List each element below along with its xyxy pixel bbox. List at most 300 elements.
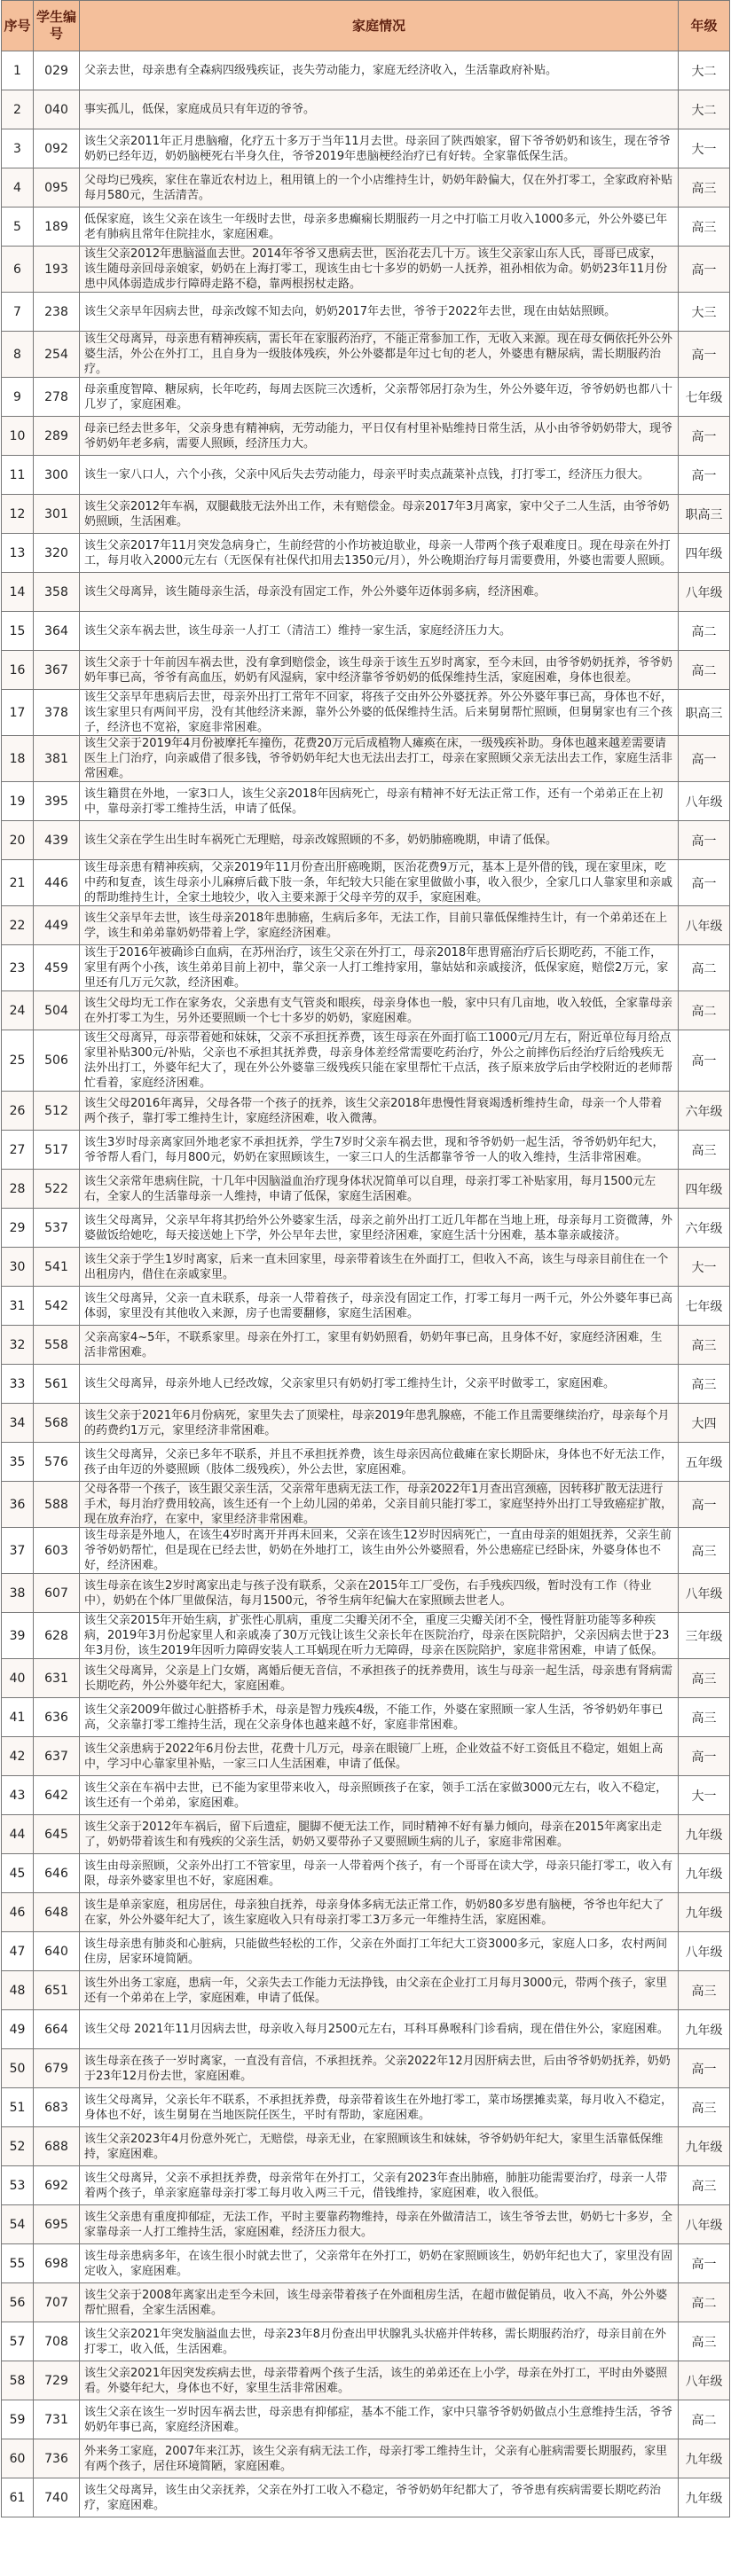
row-index: 19: [2, 782, 34, 821]
row-index: 49: [2, 2010, 34, 2049]
grade: 八年级: [679, 782, 730, 821]
row-index: 27: [2, 1131, 34, 1170]
row-index: 32: [2, 1326, 34, 1365]
row-index: 29: [2, 1209, 34, 1248]
grade: 大二: [679, 51, 730, 90]
row-index: 40: [2, 1659, 34, 1698]
row-index: 11: [2, 456, 34, 495]
family-situation: 父亲高家4~5年，不联系家里。母亲在外打工，家里有奶奶照看，奶奶年事已高，且身体不好，家庭经济困难，生活非常困难。: [80, 1326, 679, 1365]
student-code: 692: [34, 2166, 80, 2205]
row-index: 57: [2, 2322, 34, 2361]
student-code: 645: [34, 1815, 80, 1854]
table-row: [2, 1613, 730, 1659]
student-code: 358: [34, 573, 80, 612]
family-situation: 该生一家八口人，六个小孩，父亲中风后失去劳动能力，母亲平时卖点蔬菜补点钱，打打零工，经济压力很大。: [80, 456, 679, 495]
grade: 八年级: [679, 1574, 730, 1613]
table-row: [2, 51, 730, 90]
row-index: 18: [2, 736, 34, 782]
grade: 四年级: [679, 1170, 730, 1209]
row-index: 45: [2, 1854, 34, 1893]
table-row: [2, 332, 730, 378]
table-row: [2, 1209, 730, 1248]
student-code: 542: [34, 1287, 80, 1326]
student-code: 381: [34, 736, 80, 782]
family-situation: 该生父亲患病于2022年6月份去世，花费十几万元，母亲在眼镜厂上班，企业效益不好工资低且不稳定，姐姐上高中，学习中心靠家里补贴，一家三口人生活困难，申请了低保。: [80, 1737, 679, 1776]
family-situation: 该生父母离异，父亲不承担抚养费，母亲常年在外打工，父亲有2023年查出肺癌，肺脏功能需要治疗，母亲一人带着两个孩子，单亲家庭靠母亲打零工每月收入两三千元，借钱维持，家庭困难，收入很低。: [80, 2166, 679, 2205]
student-code: 695: [34, 2205, 80, 2244]
row-index: 34: [2, 1404, 34, 1443]
student-code: 731: [34, 2400, 80, 2439]
student-code: 254: [34, 332, 80, 378]
row-index: 10: [2, 417, 34, 456]
student-code: 740: [34, 2478, 80, 2517]
family-situation: 该生母亲患有精神疾病，父亲2019年11月份查出肝癌晚期，医治花费9万元，基本上是外借的钱，现在家里床，吃中药和复查，该生母亲小儿麻痹后截下肢一条，年纪较大只能在家里做做小事，收入很少，全家几口人靠家里和亲戚的帮助维持生计，全家土地较少，收入主要来源于父母辛劳的双手，家庭困难。: [80, 860, 679, 906]
row-index: 36: [2, 1482, 34, 1528]
row-index: 5: [2, 207, 34, 247]
row-index: 12: [2, 495, 34, 534]
row-index: 52: [2, 2127, 34, 2166]
student-code: 707: [34, 2283, 80, 2322]
table-row: [2, 1443, 730, 1482]
grade: 高一: [679, 2244, 730, 2283]
grade: 高三: [679, 1528, 730, 1574]
grade: 高一: [679, 736, 730, 782]
header-family-situation: 家庭情况: [80, 1, 679, 51]
family-situation: 该生父亲于2008年离家出走至今未回，该生母亲带着孩子在外面租房生活，在超市做促销员，收入不高，外公外婆帮忙照看，全家生活困难。: [80, 2283, 679, 2322]
family-situation: 该生母亲在该生2岁时离家出走与孩子没有联系，父亲在2015年工厂受伤，右手残疾四级，暂时没有工作（待业中），奶奶在个体厂里做保洁，每月1500元，爷爷生病年纪偏大在家照顾去世老人。: [80, 1574, 679, 1613]
table-row: [2, 651, 730, 690]
row-index: 17: [2, 690, 34, 736]
student-code: 588: [34, 1482, 80, 1528]
grade: 九年级: [679, 1854, 730, 1893]
family-situation: 该生父母离异，父亲长年不联系，不承担抚养费，母亲带着该生在外地打零工，菜市场摆摊卖菜，每月收入不稳定，身体也不好，该生舅舅在当地医院任医生，平时有帮助，家庭困难。: [80, 2088, 679, 2127]
table-row: [2, 1365, 730, 1404]
table-row: [2, 2127, 730, 2166]
student-code: 628: [34, 1613, 80, 1659]
row-index: 38: [2, 1574, 34, 1613]
student-code: 512: [34, 1092, 80, 1131]
table-row: [2, 2049, 730, 2088]
student-code: 541: [34, 1248, 80, 1287]
table-row: [2, 782, 730, 821]
row-index: 8: [2, 332, 34, 378]
table-row: [2, 1932, 730, 1971]
grade: 高二: [679, 651, 730, 690]
student-code: 679: [34, 2049, 80, 2088]
table-row: [2, 1131, 730, 1170]
student-code: 558: [34, 1326, 80, 1365]
grade: 大一: [679, 1776, 730, 1815]
student-code: 506: [34, 1030, 80, 1092]
grade: 高一: [679, 2049, 730, 2088]
family-situation: 该生母亲患病多年，在该生很小时就去世了，父亲常年在外打工，奶奶在家照顾该生，奶奶年纪也大了，家里没有固定收入，家庭困难。: [80, 2244, 679, 2283]
grade: 大三: [679, 293, 730, 332]
row-index: 55: [2, 2244, 34, 2283]
row-index: 3: [2, 129, 34, 168]
table-row: [2, 1893, 730, 1932]
table-row: [2, 129, 730, 168]
family-situation: 该生父亲患有重度抑郁症，无法工作，平时主要靠药物维持，母亲在外做清洁工，该生爷爷去世，奶奶七十多岁，全家靠母亲一人打工维持生活，家庭困难，经济压力很大。: [80, 2205, 679, 2244]
student-code: 688: [34, 2127, 80, 2166]
student-code: 395: [34, 782, 80, 821]
table-row: [2, 1326, 730, 1365]
grade: 高一: [679, 417, 730, 456]
row-index: 25: [2, 1030, 34, 1092]
grade: 大二: [679, 90, 730, 129]
table-row: [2, 2283, 730, 2322]
row-index: 58: [2, 2361, 34, 2400]
student-code: 040: [34, 90, 80, 129]
row-index: 7: [2, 293, 34, 332]
family-situation: 该生于2016年被确诊白血病，在苏州治疗，该生父亲在外打工，母亲2018年患胃癌治疗后长期吃药，不能工作，家里有两个小孩，该生弟弟目前上初中，靠父亲一人打工维持家用，靠姑姑和亲戚接济，低保家庭，赔偿2万元，家里还有几万元欠款，经济困难。: [80, 945, 679, 991]
student-code: 607: [34, 1574, 80, 1613]
family-situation: 该生父亲早年因病去世，母亲改嫁不知去向，奶奶2017年去世，爷爷于2022年去世，现在由姑姑照顾。: [80, 293, 679, 332]
family-situation: 父母各带一个孩子，该生跟父亲生活，父亲常年患病无法工作，母亲2022年1月查出宫颈癌，因转移扩散无法进行手术，每月治疗费用较高，该生还有一个上幼儿园的弟弟，父亲目前只能打零工，家庭坚持外出打工导致癌症扩散，现在放弃治疗，在家中，家里经济非常困难。: [80, 1482, 679, 1528]
table-row: [2, 456, 730, 495]
table-row: [2, 573, 730, 612]
grade: 高三: [679, 1659, 730, 1698]
row-index: 39: [2, 1613, 34, 1659]
grade: 五年级: [679, 1443, 730, 1482]
family-situation: 该生3岁时母亲离家回外地老家不承担抚养，学生7岁时父亲车祸去世，现和爷爷奶奶一起生活，爷爷奶奶年纪大，爷爷帮人看门，每月800元，奶奶在家照顾该生，一家三口人的生活都靠爷爷一人的收入维持，生活非常困难。: [80, 1131, 679, 1170]
row-index: 59: [2, 2400, 34, 2439]
family-situation: 该生父亲2021年因突发疾病去世，母亲带着两个孩子生活，该生的弟弟还在上小学，母亲在外打工，平时由外婆照看。外婆年纪大，身体也不好，家里生活非常困难。: [80, 2361, 679, 2400]
family-situation: 该生父母离异，母亲带着她和妹妹，父亲不承担抚养费，该生母亲在外面打临工1000元/月左右，附近单位每月给点家里补贴300元/补贴，父亲也不承担其抚养费，母亲身体差经常需要吃药治疗，外公之前摔伤后经治疗后给残疾无法外出打工，外婆年纪大了，现在外公外婆靠三级残疾只能在家里帮忙干点活，孩子原来放学后由学校附近的老师帮忙看着，家庭经济困难。: [80, 1030, 679, 1092]
row-index: 21: [2, 860, 34, 906]
student-code: 683: [34, 2088, 80, 2127]
family-situation: 该生由母亲照顾，父亲外出打工不管家里，母亲一人带着两个孩子，有一个哥哥在读大学，母亲只能打零工，收入有限，母亲外婆家里也不好，家庭困难。: [80, 1854, 679, 1893]
family-situation: 该生父母离异，父亲一直未联系，母亲一人带着孩子，母亲没有固定工作，打零工每月一两千元，外公外婆年事已高体弱，家里没有其他收入来源，房子也需要翻修，家庭生活困难。: [80, 1287, 679, 1326]
student-code: 378: [34, 690, 80, 736]
student-code: 568: [34, 1404, 80, 1443]
grade: 高二: [679, 612, 730, 651]
row-index: 28: [2, 1170, 34, 1209]
grade: 九年级: [679, 1893, 730, 1932]
grade: 高一: [679, 332, 730, 378]
family-situation: 该生父亲常年患病住院，十几年中因脑溢血治疗现身体状况简单可以自理，母亲打零工补贴家用，每月1500元左右，全家人的生活靠母亲一人维持，申请了低保，家庭生活困难。: [80, 1170, 679, 1209]
student-code: 517: [34, 1131, 80, 1170]
student-code: 301: [34, 495, 80, 534]
family-situation: 该生父母离异，父亲是上门女婿，离婚后便无音信，不承担孩子的抚养费用，该生与母亲一起生活，母亲患有肾病需长期吃药，外公外婆年纪大，家庭困难。: [80, 1659, 679, 1698]
student-code: 708: [34, 2322, 80, 2361]
table-row: [2, 736, 730, 782]
student-code: 189: [34, 207, 80, 247]
student-code: 664: [34, 2010, 80, 2049]
table-row: [2, 1776, 730, 1815]
family-situation: 该生父亲2011年正月患脑瘤，化疗五十多万于当年11月去世。母亲回了陕西娘家，留下爷爷奶奶和该生，现在爷爷奶奶已经年迈，奶奶脑梗死右半身久住，爷爷2019年患脑梗经治疗已有好转。全家靠低保生活。: [80, 129, 679, 168]
table-row: [2, 1854, 730, 1893]
student-code: 446: [34, 860, 80, 906]
table-row: [2, 534, 730, 573]
grade: 大一: [679, 129, 730, 168]
student-code: 736: [34, 2439, 80, 2478]
table-row: [2, 1287, 730, 1326]
table-row: [2, 1528, 730, 1574]
table-row: [2, 1971, 730, 2010]
grade: 高一: [679, 821, 730, 860]
family-situation: 该生父亲在该生一岁时因车祸去世，母亲患有抑郁症，基本不能工作，家中只靠爷爷奶奶做点小生意维持生活，爷爷奶奶年事已高，家庭经济困难。: [80, 2400, 679, 2439]
student-code: 537: [34, 1209, 80, 1248]
family-situation: 事实孤儿，低保，家庭成员只有年迈的爷爷。: [80, 90, 679, 129]
grade: 八年级: [679, 573, 730, 612]
row-index: 9: [2, 378, 34, 417]
row-index: 41: [2, 1698, 34, 1737]
table-row: [2, 2322, 730, 2361]
grade: 高一: [679, 456, 730, 495]
family-situation: 该生父母均无工作在家务农，父亲患有支气管炎和眼疾，母亲身体也一般，家中只有几亩地，收入较低，全家靠母亲在外打零工为生，另外还要照顾一个七十多岁的奶奶，家庭困难。: [80, 991, 679, 1030]
student-code: 289: [34, 417, 80, 456]
student-code: 631: [34, 1659, 80, 1698]
grade: 高一: [679, 860, 730, 906]
student-code: 561: [34, 1365, 80, 1404]
family-situation: 该生父母离异，父亲早年将其扔给外公外婆家生活，母亲之前外出打工近几年都在当地上班，母亲每月工资微薄，外婆做饭给她吃，每天接送她上下学，外公早年去世，家里经济困难，家庭生活十分困难，基本靠亲戚接济。: [80, 1209, 679, 1248]
grade: 职高三: [679, 690, 730, 736]
student-code: 439: [34, 821, 80, 860]
student-code: 648: [34, 1893, 80, 1932]
grade: 高二: [679, 2400, 730, 2439]
header-student-code: 学生编号: [34, 1, 80, 51]
table-row: [2, 2478, 730, 2517]
family-situation: 该生父母2016年离异，父母各带一个孩子的抚养，该生父亲2018年患慢性肾衰竭透析维持生命，母亲一个人带着两个孩子，靠打零工维持生计，家庭经济困难，收入微薄。: [80, 1092, 679, 1131]
row-index: 15: [2, 612, 34, 651]
grade: 六年级: [679, 1209, 730, 1248]
grade: 高三: [679, 1971, 730, 2010]
grade: 高一: [679, 1482, 730, 1528]
row-index: 1: [2, 51, 34, 90]
row-index: 43: [2, 1776, 34, 1815]
table-row: [2, 417, 730, 456]
grade: 九年级: [679, 2127, 730, 2166]
student-code: 459: [34, 945, 80, 991]
grade: 职高三: [679, 495, 730, 534]
table-row: [2, 247, 730, 293]
grade: 大四: [679, 1404, 730, 1443]
table-body: [2, 51, 730, 2517]
row-index: 30: [2, 1248, 34, 1287]
grade: 高三: [679, 2088, 730, 2127]
family-situation: 该生是单亲家庭，租房居住，母亲独自抚养，母亲身体多病无法正常工作，奶奶80多岁患有脑梗，爷爷也年纪大了在家，外公外婆年纪大了，该生家庭收入只有母亲打零工3万多元一年维持生活，家庭困难。: [80, 1893, 679, 1932]
family-situation: 母亲重度智障、糖尿病，长年吃药，每周去医院三次透析，父亲帮邻居打杂为生，外公外婆年迈，爷爷奶奶也都八十几岁了，家庭困难。: [80, 378, 679, 417]
grade: 九年级: [679, 1815, 730, 1854]
family-situation: 该生母亲在孩子一岁时离家，一直没有音信，不承担抚养。父亲2022年12月因肝病去世，后由爷爷奶奶抚养，奶奶于23年12月份去世，家庭困难。: [80, 2049, 679, 2088]
family-situation: 该生父亲2012年患脑溢血去世。2014年爷爷又患病去世，医治花去几十万。该生父亲家山东人氏，哥哥已成家，该生随母亲回母亲娘家，奶奶在上海打零工，现该生由七十多岁的奶奶一人抚养，祖孙相依为命。奶奶23年11月份患中风体弱造成步行障碍走路不稳，靠两根拐杖走路。: [80, 247, 679, 293]
table-row: [2, 945, 730, 991]
student-code: 640: [34, 1932, 80, 1971]
family-situation: 该生母亲患有肺炎和心脏病，只能做些轻松的工作，父亲在外面打工年纪大工资3000多元，家庭人口多，农村两间住房，居家环境简陋。: [80, 1932, 679, 1971]
student-code: 642: [34, 1776, 80, 1815]
student-code: 646: [34, 1854, 80, 1893]
row-index: 44: [2, 1815, 34, 1854]
student-code: 029: [34, 51, 80, 90]
grade: 高二: [679, 2283, 730, 2322]
student-code: 729: [34, 2361, 80, 2400]
grade: 七年级: [679, 378, 730, 417]
family-situation: 该生父母离异，母亲外地人已经改嫁，父亲家里只有奶奶打零工维持生计，父亲平时做零工，家庭困难。: [80, 1365, 679, 1404]
row-index: 48: [2, 1971, 34, 2010]
grade: 九年级: [679, 2439, 730, 2478]
row-index: 24: [2, 991, 34, 1030]
row-index: 42: [2, 1737, 34, 1776]
grade: 高三: [679, 2166, 730, 2205]
row-index: 20: [2, 821, 34, 860]
family-situation: 该生父亲在车祸中去世，已不能为家里带来收入，母亲照顾孩子在家，领手工活在家做3000元左右，收入不稳定，该生还有一个弟弟，家庭困难。: [80, 1776, 679, 1815]
family-situation-table: [1, 0, 730, 2517]
table-row: [2, 991, 730, 1030]
table-row: [2, 1170, 730, 1209]
family-situation: 该生父母离异，母亲患有精神疾病，需长年在家服药治疗，不能正常参加工作，无收入来源。现在母女俩依托外公外婆生活，外公在外打工，且自身为一级肢体残疾，外公外婆都是年过七旬的老人，外婆患有糖尿病，需长期服药治疗。: [80, 332, 679, 378]
table-row: [2, 906, 730, 945]
family-situation: 该生父母 2021年11月因病去世，母亲收入每月2500元左右，耳科耳鼻喉科门诊看病，现在借住外公，家庭困难。: [80, 2010, 679, 2049]
student-code: 603: [34, 1528, 80, 1574]
row-index: 60: [2, 2439, 34, 2478]
grade: 九年级: [679, 2478, 730, 2517]
table-row: [2, 1698, 730, 1737]
grade: 四年级: [679, 534, 730, 573]
family-situation: 该生父亲2017年11月突发急病身亡，生前经营的小作坊被迫歇业，母亲一人带两个孩子艰难度日。现在母亲在外打工，每月收入2000元左右（无医保有社保代扣用去1350元/月），外公晚期治疗每月需要费用，外婆也需要人照顾。: [80, 534, 679, 573]
table-row: [2, 690, 730, 736]
table-row: [2, 860, 730, 906]
grade: 高三: [679, 207, 730, 247]
student-code: 300: [34, 456, 80, 495]
family-situation: 该生父亲2015年开始生病，扩张性心肌病，重度二尖瓣关闭不全，重度三尖瓣关闭不全，慢性肾脏功能等多种疾病，2019年3月份起家里人和亲戚凑了30万元钱让该生父亲长年在医院治疗，母亲在医院陪护，父亲因病去世于23年3月份，该生2019年因听力障碍安装人工耳蜗现在听力无障碍，母亲在医院陪护，家庭非常困难，申请了低保。: [80, 1613, 679, 1659]
grade: 九年级: [679, 2010, 730, 2049]
row-index: 50: [2, 2049, 34, 2088]
family-situation: 该生父亲2023年4月份意外死亡，无赔偿，母亲无业，在家照顾该生和妹妹，爷爷奶奶年纪大，家里生活靠低保维持，家庭困难。: [80, 2127, 679, 2166]
student-code: 651: [34, 1971, 80, 2010]
family-situation: 该生父亲早年患病后去世，母亲外出打工常年不回家，将孩子交由外公外婆抚养。外公外婆年事已高，身体也不好，该生家里只有两间平房，没有其他经济来源，靠外公外婆的低保维持生活。后来舅舅帮忙照顾，但舅舅家也有三个孩子，经济也不宽裕，家庭非常困难。: [80, 690, 679, 736]
header-index: 序号: [2, 1, 34, 51]
row-index: 56: [2, 2283, 34, 2322]
table-row: [2, 2088, 730, 2127]
family-situation: 该生父亲于2012年车祸后，留下后遗症，腿脚不便无法工作，同时精神不好有暴力倾向，母亲在2015年离家出走了，奶奶带着该生和有残疾的父亲生活，奶奶又要带孙子又要照顾生病的儿子，家庭非常困难。: [80, 1815, 679, 1854]
student-code: 320: [34, 534, 80, 573]
family-situation: 母亲已经去世多年，父亲身患有精神病，无劳动能力，平日仅有村里补贴维持日常生活，从小由爷爷奶奶带大，现爷爷奶奶年老多病，需要人照顾，经济压力大。: [80, 417, 679, 456]
grade: 三年级: [679, 1613, 730, 1659]
grade: 六年级: [679, 1092, 730, 1131]
student-code: 522: [34, 1170, 80, 1209]
row-index: 31: [2, 1287, 34, 1326]
student-code: 193: [34, 247, 80, 293]
table-row: [2, 612, 730, 651]
row-index: 51: [2, 2088, 34, 2127]
family-situation: 该生父亲2012年车祸，双腿截肢无法外出工作，未有赔偿金。母亲2017年3月离家，家中父子二人生活，由爷爷奶奶照顾，生活困难。: [80, 495, 679, 534]
table-row: [2, 2400, 730, 2439]
family-situation: 该生父亲于2021年6月份病死，家里失去了顶梁柱，母亲2019年患乳腺癌，不能工作且需要继续治疗，母亲每个月的药费约1万元，家里经济非常困难。: [80, 1404, 679, 1443]
table-row: [2, 2361, 730, 2400]
table-row: [2, 2166, 730, 2205]
family-situation: 外来务工家庭，2007年来江苏，该生父亲有病无法工作，母亲打零工维持生计，父亲有心脏病需要长期服药，家里有两个孩子，居住环境简陋，家庭困难。: [80, 2439, 679, 2478]
row-index: 54: [2, 2205, 34, 2244]
family-situation: 父亲去世，母亲患有全森病四级残疾证，丧失劳动能力，家庭无经济收入，生活靠政府补贴。: [80, 51, 679, 90]
table-row: [2, 1815, 730, 1854]
grade: 高三: [679, 1698, 730, 1737]
table-row: [2, 1404, 730, 1443]
student-code: 636: [34, 1698, 80, 1737]
row-index: 4: [2, 168, 34, 207]
table-row: [2, 207, 730, 247]
table-row: [2, 378, 730, 417]
family-situation: 该生父亲车祸去世，该生母亲一人打工（清洁工）维持一家生活，家庭经济压力大。: [80, 612, 679, 651]
header-grade: 年级: [679, 1, 730, 51]
row-index: 13: [2, 534, 34, 573]
family-situation: 该生父亲早年去世，该生母亲2018年患肺癌，生病后多年，无法工作，目前只靠低保维持生计，有一个弟弟还在上学，该生和弟弟靠奶奶带着上学，家庭经济困难。: [80, 906, 679, 945]
grade: 大一: [679, 1248, 730, 1287]
family-situation: 该生籍贯在外地，一家3口人，该生父亲2018年因病死亡，母亲有精神不好无法正常工作，还有一个弟弟正在上初中，靠母亲打零工维持生活，申请了低保。: [80, 782, 679, 821]
row-index: 35: [2, 1443, 34, 1482]
grade: 八年级: [679, 1932, 730, 1971]
grade: 八年级: [679, 906, 730, 945]
table-row: [2, 168, 730, 207]
family-situation: 该生父母离异，该生随母亲生活，母亲没有固定工作，外公外婆年迈体弱多病，经济困难。: [80, 573, 679, 612]
student-code: 238: [34, 293, 80, 332]
table-row: [2, 2439, 730, 2478]
row-index: 61: [2, 2478, 34, 2517]
table-row: [2, 293, 730, 332]
student-code: 278: [34, 378, 80, 417]
student-code: 698: [34, 2244, 80, 2283]
table-row: [2, 1030, 730, 1092]
table-row: [2, 1482, 730, 1528]
family-situation: 该生外出务工家庭，患病一年，父亲失去工作能力无法挣钱，由父亲在企业打工月每月3000元，带两个孩子，家里还有一个弟弟在上学，家庭困难，申请了低保。: [80, 1971, 679, 2010]
row-index: 2: [2, 90, 34, 129]
row-index: 14: [2, 573, 34, 612]
family-situation: 父母均已残疾，家住在靠近农村边上，租用镇上的一个小店维持生计，奶奶年龄偏大，仅在外打零工，全家政府补贴每月580元，生活清苦。: [80, 168, 679, 207]
family-situation: 该生父亲2009年做过心脏搭桥手术，母亲是智力残疾4级，不能工作，外婆在家照顾一家人生活，爷爷奶奶年事已高，父亲靠打零工维持生活，现在父亲身体也越来越不好，家庭非常困难。: [80, 1698, 679, 1737]
grade: 高二: [679, 945, 730, 991]
family-situation: 该生父母离异，父亲已多年不联系，并且不承担抚养费，该生母亲因高位截瘫在家长期卧床，身体也不好无法工作，孩子由年迈的外婆照顾（肢体二级残疾），外公去世，家庭困难。: [80, 1443, 679, 1482]
table-row: [2, 1092, 730, 1131]
table-row: [2, 821, 730, 860]
grade: 高三: [679, 2322, 730, 2361]
table-row: [2, 1737, 730, 1776]
student-code: 364: [34, 612, 80, 651]
row-index: 46: [2, 1893, 34, 1932]
student-code: 092: [34, 129, 80, 168]
table-row: [2, 495, 730, 534]
family-situation: 该生母亲是外地人，在该生4岁时离开并再未回来，父亲在该生12岁时因病死亡，一直由母亲的姐姐抚养，父亲生前爷爷奶奶帮忙，但是现在已经去世，奶奶在外地打工，该生由外公外婆照看，外公患癌症已经卧床，外婆身体也不好，经济困难。: [80, 1528, 679, 1574]
grade: 高三: [679, 168, 730, 207]
grade: 高二: [679, 991, 730, 1030]
student-code: 367: [34, 651, 80, 690]
grade: 高三: [679, 1326, 730, 1365]
table-row: [2, 1659, 730, 1698]
table-row: [2, 2244, 730, 2283]
family-situation: 该生父亲于十年前因车祸去世，没有拿到赔偿金，该生母亲于该生五岁时离家，至今未回，由爷爷奶奶抚养，爷爷奶奶年事已高，爷爷有高血压，奶奶有风湿病，家中经济靠爷爷奶奶的低保维持生活，家庭困难，身体也很差。: [80, 651, 679, 690]
row-index: 16: [2, 651, 34, 690]
row-index: 33: [2, 1365, 34, 1404]
row-index: 22: [2, 906, 34, 945]
table-row: [2, 1248, 730, 1287]
family-situation: 该生父亲于学生1岁时离家，后来一直未回家里，母亲带着该生在外面打工，但收入不高，该生与母亲目前住在一个出租房内，借住在亲戚家里。: [80, 1248, 679, 1287]
student-code: 095: [34, 168, 80, 207]
grade: 七年级: [679, 1287, 730, 1326]
row-index: 26: [2, 1092, 34, 1131]
grade: 高三: [679, 1131, 730, 1170]
grade: 高一: [679, 1737, 730, 1776]
table-header-row: [2, 1, 730, 51]
student-code: 576: [34, 1443, 80, 1482]
family-situation: 该生父亲于2019年4月份被摩托车撞伤，花费20万元后成植物人瘫痪在床，一级残疾补助。身体也越来越差需要请医生上门治疗，向亲戚借了很多钱，爷爷奶奶年纪大也无法出去打工，母亲在家照顾父亲无法出去工作，家庭生活非常困难。: [80, 736, 679, 782]
row-index: 6: [2, 247, 34, 293]
grade: 高一: [679, 1030, 730, 1092]
row-index: 53: [2, 2166, 34, 2205]
family-situation: 该生父母离异，该生由父亲抚养，父亲在外打工收入不稳定，爷爷奶奶年纪都大了，爷爷患有疾病需要长期吃药治疗，家庭困难。: [80, 2478, 679, 2517]
student-code: 637: [34, 1737, 80, 1776]
grade: 八年级: [679, 2205, 730, 2244]
grade: 高三: [679, 1365, 730, 1404]
table-row: [2, 1574, 730, 1613]
family-situation: 该生父亲2021年突发脑溢血去世，母亲23年8月份查出甲状腺乳头状癌并伴转移，需长期服药治疗，母亲目前在外打零工，收入低，生活困难。: [80, 2322, 679, 2361]
